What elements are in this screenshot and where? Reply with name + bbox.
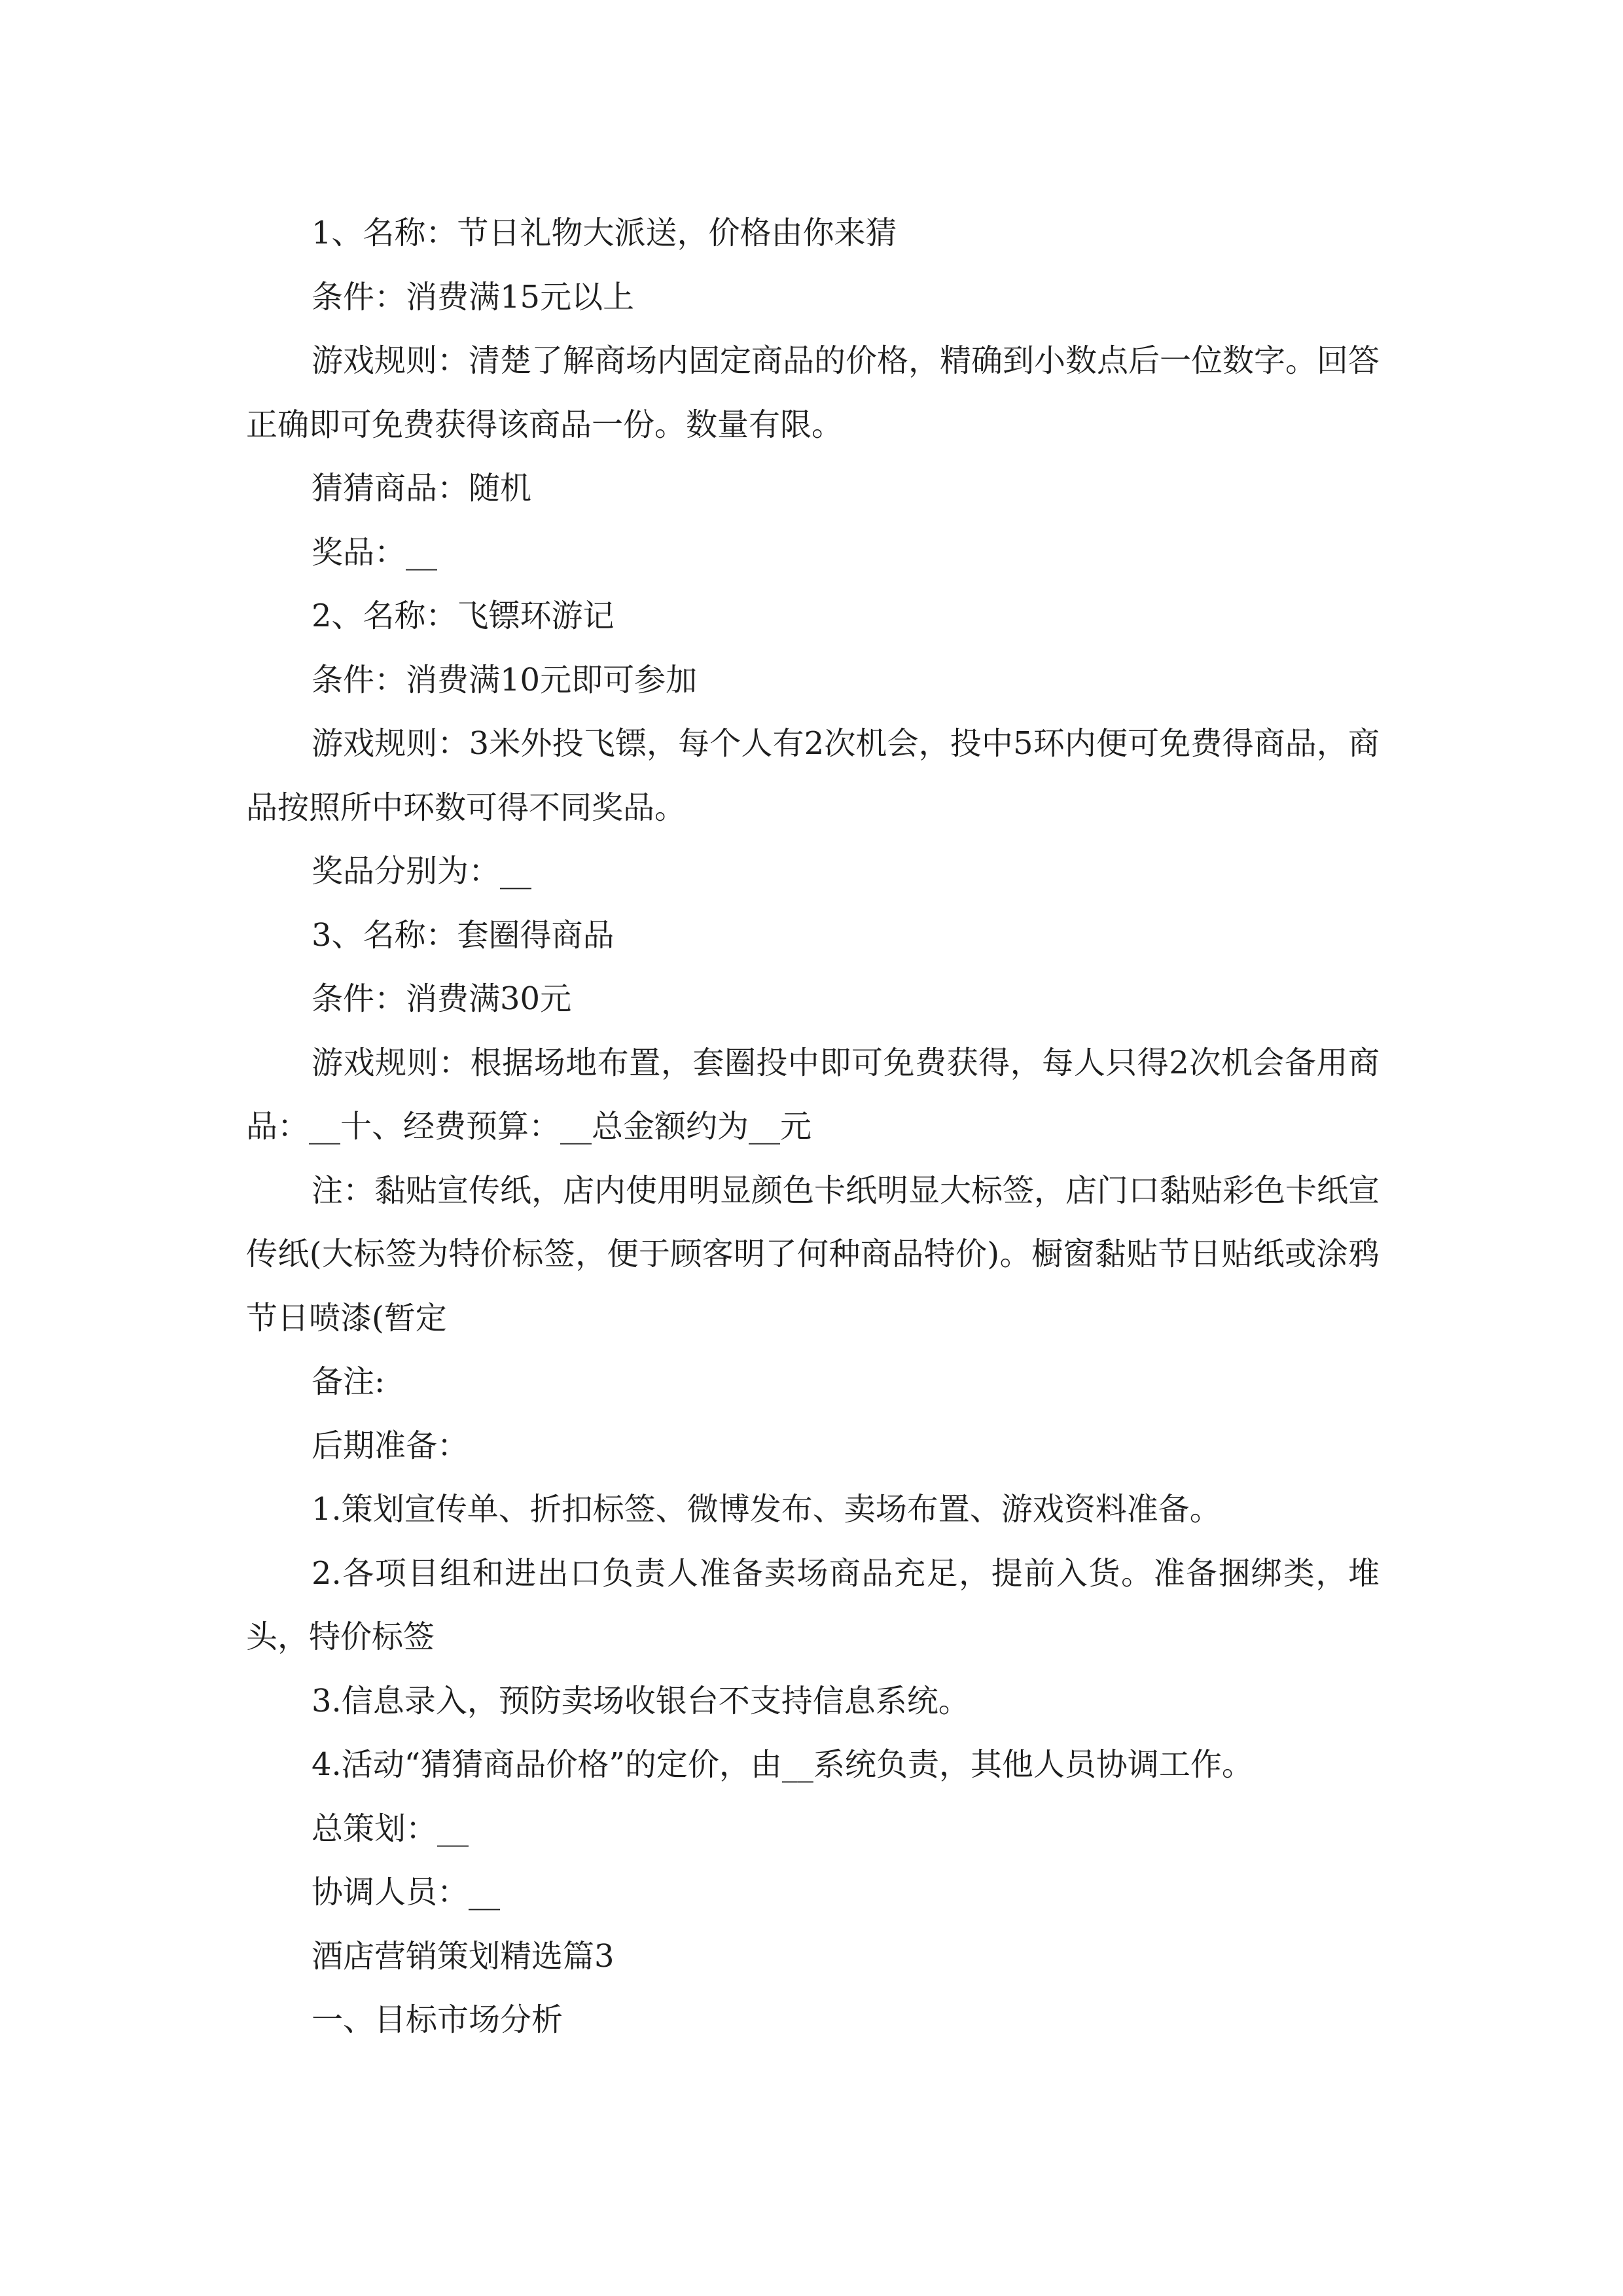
paragraph-game2-rules: 游戏规则：3米外投飞镖，每个人有2次机会，投中5环内便可免费得商品，商品按照所中环数可得不同奖品。 bbox=[246, 725, 1380, 826]
paragraph-game3-rules-budget: 游戏规则：根据场地布置，套圈投中即可免费获得，每人只得2次机会备用商品：__十、经费预算：__总金额约为__元 bbox=[246, 1044, 1380, 1145]
paragraph-chief-planner: 总策划：__ bbox=[312, 1810, 469, 1847]
paragraph-prep-item-3: 3.信息录入，预防卖场收银台不支持信息系统。 bbox=[312, 1682, 970, 1719]
paragraph-game2-name: 2、名称：飞镖环游记 bbox=[312, 598, 615, 634]
paragraph-game3-name: 3、名称：套圈得商品 bbox=[312, 916, 615, 954]
paragraph-game1-rules: 游戏规则：清楚了解商场内固定商品的价格，精确到小数点后一位数字。回答正确即可免费获得该商品一份。数量有限。 bbox=[246, 342, 1380, 443]
paragraph-later-prep: 后期准备： bbox=[312, 1427, 469, 1464]
document-body bbox=[246, 202, 1380, 2053]
paragraph-heading-market-analysis: 一、目标市场分析 bbox=[312, 2001, 563, 2038]
paragraph-game1-item: 猜猜商品：随机 bbox=[312, 470, 532, 507]
paragraph-game1-prize: 奖品：__ bbox=[312, 533, 438, 571]
paragraph-game2-prize: 奖品分别为：__ bbox=[312, 853, 532, 889]
paragraph-coordinators: 协调人员：__ bbox=[312, 1874, 501, 1910]
paragraph-game2-condition: 条件：消费满10元即可参加 bbox=[312, 661, 698, 698]
paragraph-section-title: 酒店营销策划精选篇3 bbox=[312, 1937, 615, 1975]
paragraph-remarks: 备注: bbox=[312, 1363, 385, 1400]
paragraph-game3-condition: 条件：消费满30元 bbox=[312, 980, 572, 1017]
paragraph-prep-item-1: 1.策划宣传单、折扣标签、微博发布、卖场布置、游戏资料准备。 bbox=[312, 1491, 1221, 1528]
paragraph-game1-condition: 条件：消费满15元以上 bbox=[312, 278, 635, 315]
paragraph-prep-item-4: 4.活动“猜猜商品价格”的定价，由__系统负责，其他人员协调工作。 bbox=[312, 1746, 1253, 1783]
paragraph-prep-item-2: 2.各项目组和进出口负责人准备卖场商品充足，提前入货。准备捆绑类，堆头，特价标签 bbox=[246, 1554, 1380, 1655]
paragraph-game1-name: 1、名称：节日礼物大派送，价格由你来猜 bbox=[312, 215, 897, 251]
paragraph-note: 注：黏贴宣传纸，店内使用明显颜色卡纸明显大标签，店门口黏贴彩色卡纸宣传纸(大标签为特价标签，便于顾客明了何种商品特价)。橱窗黏贴节日贴纸或涂鸦节日喷漆(暂定 bbox=[246, 1172, 1380, 1336]
